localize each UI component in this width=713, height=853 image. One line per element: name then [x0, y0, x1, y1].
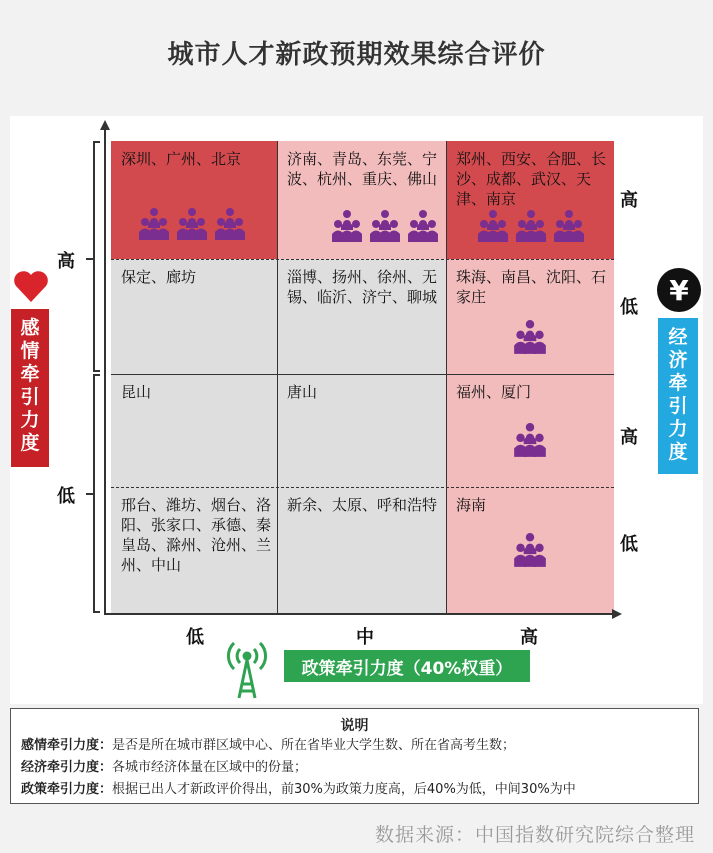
y-high-bracket-tick [86, 258, 94, 260]
y-high-bracket [93, 141, 100, 372]
grid-divider [277, 141, 278, 613]
cell-r4-c2 [277, 487, 446, 613]
right-level-3: 高 [620, 427, 638, 448]
y-low-bracket [93, 374, 100, 613]
grid-divider [111, 374, 614, 375]
cell-text: 淄博、扬州、徐州、无锡、临沂、济宁、聊城 [287, 268, 438, 306]
cell-text: 邢台、潍坊、烟台、洛阳、张家口、承德、秦皇岛、滁州、沧州、兰州、中山 [121, 496, 272, 574]
legend-row [11, 757, 698, 779]
people-group-icons [511, 532, 549, 570]
people-group-icon [367, 209, 403, 245]
right-level-1: 高 [620, 190, 638, 211]
legend-row [11, 779, 698, 801]
x-axis-line [104, 613, 614, 615]
emotion-axis-text: 感情牵引力度 [20, 317, 40, 454]
grid-divider [111, 487, 614, 488]
grid-divider [446, 141, 447, 613]
legend-term: 政策牵引力度： [21, 782, 113, 797]
legend-row [11, 735, 698, 757]
people-group-icon [329, 209, 365, 245]
yuan-icon: ¥ [657, 268, 701, 312]
cell-text: 深圳、广州、北京 [121, 150, 242, 168]
y-axis-line [104, 128, 106, 614]
cell-r3-c2 [277, 374, 446, 487]
cell-text: 济南、青岛、东莞、宁波、杭州、重庆、佛山 [287, 150, 438, 188]
people-group-icons [511, 422, 549, 460]
right-level-4: 低 [620, 534, 638, 555]
matrix-grid [111, 141, 614, 613]
cell-text: 珠海、南昌、沈阳、石家庄 [456, 268, 607, 306]
legend-term: 经济牵引力度： [21, 760, 113, 775]
heart-icon [12, 268, 50, 304]
emotion-axis-label [11, 309, 49, 467]
x-category-low: 低 [186, 627, 204, 648]
people-group-icon [212, 207, 248, 243]
y-level-low: 低 [57, 486, 75, 507]
people-group-icon [174, 207, 210, 243]
legend-desc: 根据已出人才新政评价得出，前30%为政策力度高，后40%为低，中间30%为中 [112, 782, 576, 797]
page-title: 城市人才新政预期效果综合评价 [167, 40, 546, 70]
x-category-high: 高 [520, 627, 538, 648]
cell-text: 郑州、西安、合肥、长沙、成都、武汉、天津、南京 [456, 150, 607, 208]
people-group-icon [511, 319, 549, 357]
legend-term: 感情牵引力度： [21, 738, 113, 753]
people-group-icon [511, 422, 549, 460]
cell-text: 福州、厦门 [456, 383, 532, 401]
people-group-icon [511, 532, 549, 570]
cell-r2-c1 [111, 259, 277, 374]
people-group-icon [475, 209, 511, 245]
grid-divider [111, 259, 614, 260]
cell-r2-c2 [277, 259, 446, 374]
cell-text: 昆山 [121, 383, 152, 401]
cell-text: 保定、廊坊 [121, 268, 197, 286]
people-group-icon [136, 207, 172, 243]
people-group-icon [513, 209, 549, 245]
people-group-icons [475, 209, 587, 245]
y-low-bracket-tick [86, 493, 94, 495]
people-group-icons [511, 319, 549, 357]
legend-desc: 是否是所在城市群区域中心、所在省毕业大学生数、所在省高考生数； [112, 738, 516, 753]
cell-r3-c1 [111, 374, 277, 487]
people-group-icons [329, 209, 441, 245]
x-axis-arrow [612, 609, 622, 619]
cell-text: 海南 [456, 496, 487, 514]
policy-axis-label: 政策牵引力度（40%权重） [284, 650, 530, 682]
economy-axis-label [658, 318, 698, 474]
people-group-icon [405, 209, 441, 245]
people-group-icon [551, 209, 587, 245]
cell-text: 唐山 [287, 383, 318, 401]
data-source: 数据来源：中国指数研究院综合整理 [374, 824, 695, 846]
y-axis-arrow [100, 120, 110, 130]
cell-r4-c1 [111, 487, 277, 613]
cell-text: 新余、太原、呼和浩特 [287, 496, 438, 514]
people-group-icons [136, 207, 248, 243]
legend-title: 说明 [340, 718, 369, 734]
economy-axis-text: 经济牵引力度 [668, 326, 688, 463]
y-level-high: 高 [57, 251, 75, 272]
right-level-2: 低 [620, 297, 638, 318]
legend-desc: 各城市经济体量在区域中的份量； [112, 760, 308, 775]
x-category-mid: 中 [356, 627, 374, 648]
antenna-icon [225, 638, 269, 700]
legend-box [10, 708, 699, 804]
